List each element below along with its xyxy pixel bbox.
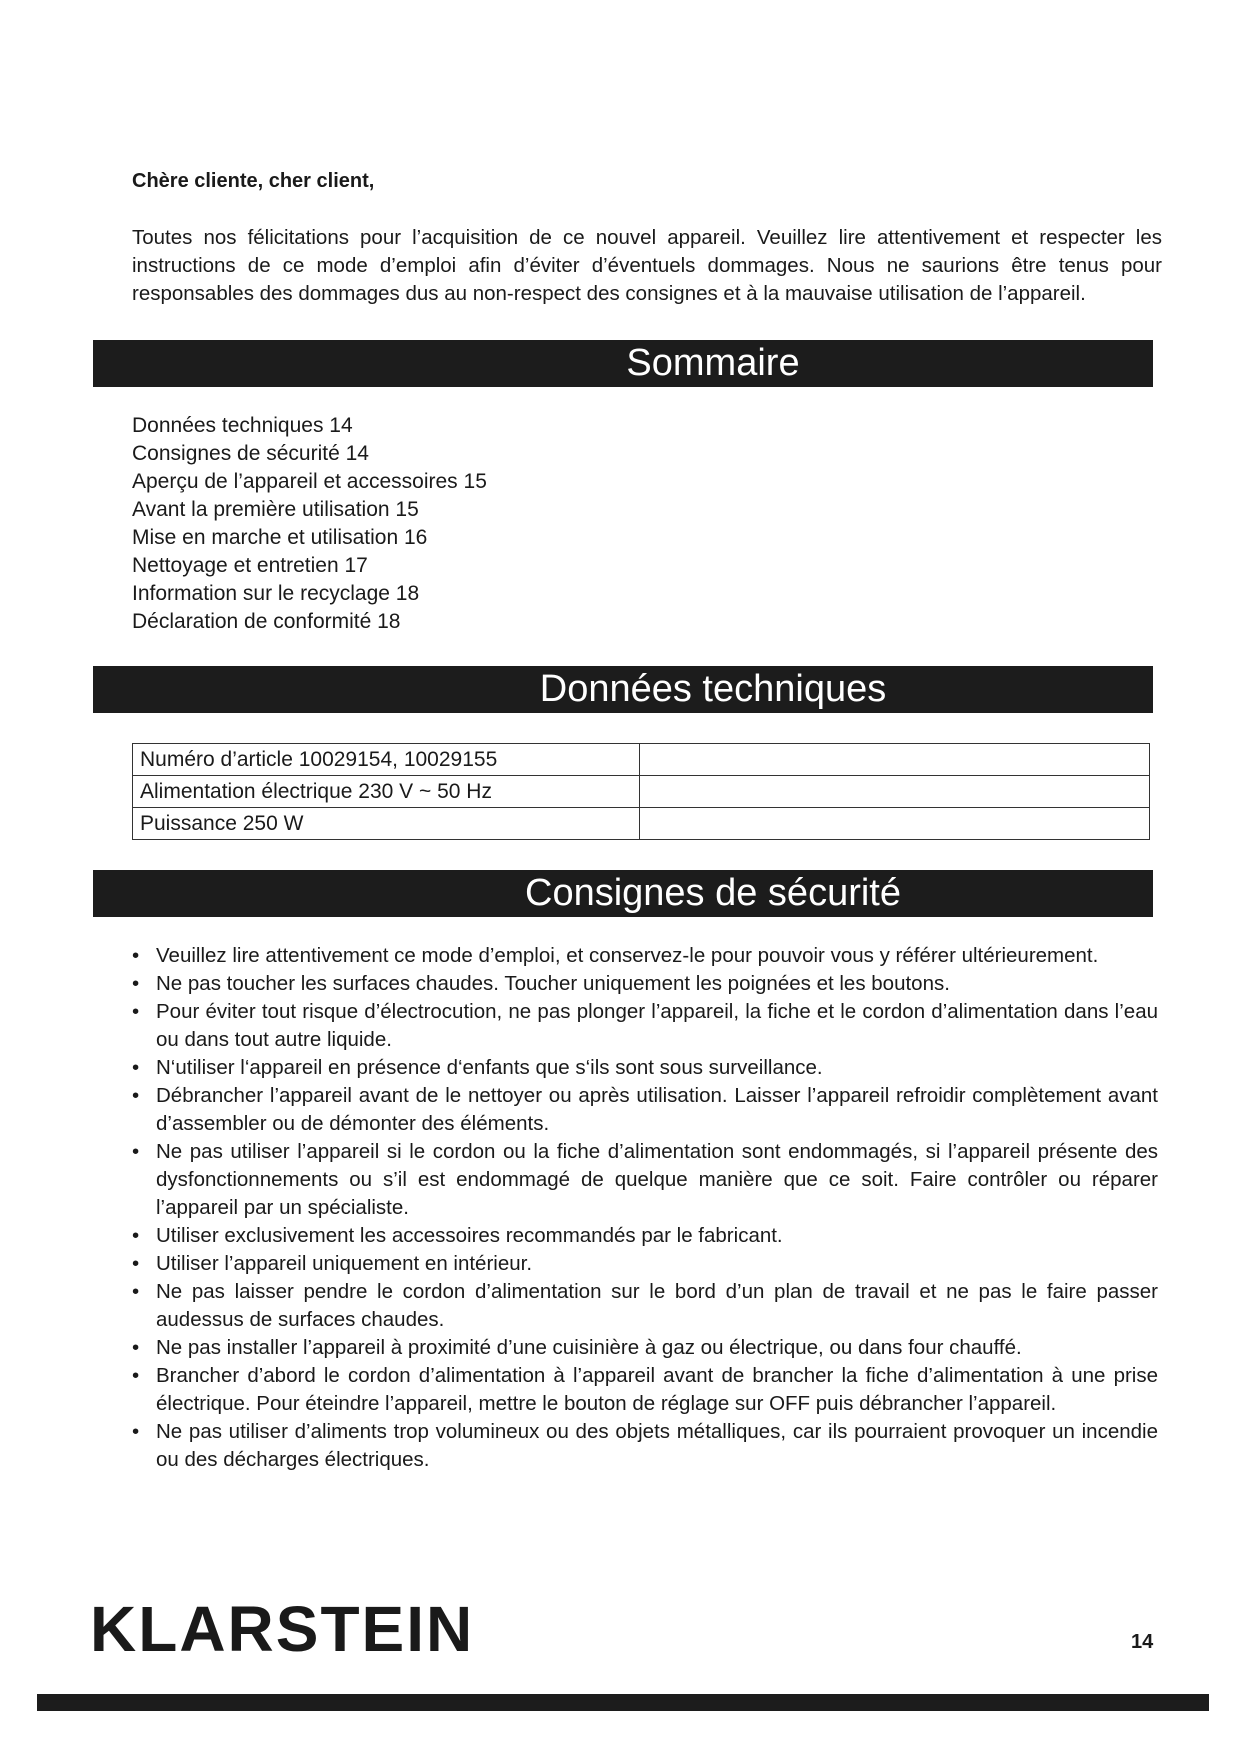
table-row <box>133 776 1150 808</box>
toc-item: Information sur le recyclage 18 <box>132 582 420 605</box>
spec-label: Alimentation électrique 230 V ~ 50 Hz <box>133 776 640 808</box>
safety-item: • Ne pas utiliser l’appareil si le cordon ou la fiche d’alimentation sont endommagés, si l’appareil présente des dysfonctionnements ou s’il est endommagé de quelque manière que ce soit. Faire contrôler ou réparer l’appareil par un spécialiste. <box>132 1138 1158 1222</box>
safety-item: • Utiliser l’appareil uniquement en intérieur. <box>132 1250 1158 1278</box>
safety-list <box>132 942 1158 1474</box>
safety-item: • Veuillez lire attentivement ce mode d’emploi, et conservez-le pour pouvoir vous y référer ultérieurement. <box>132 942 1158 970</box>
footer-bar <box>37 1694 1209 1711</box>
table-row <box>133 744 1150 776</box>
safety-item: • Pour éviter tout risque d’électrocution, ne pas plonger l’appareil, la fiche et le cordon d’alimentation dans l’eau ou dans tout autre liquide. <box>132 998 1158 1054</box>
toc-item: Mise en marche et utilisation 16 <box>132 526 428 549</box>
safety-item: • Débrancher l’appareil avant de le nettoyer ou après utilisation. Laisser l’appareil refroidir complètement avant d’assembler ou de démonter des éléments. <box>132 1082 1158 1138</box>
toc-item: Données techniques 14 <box>132 414 353 437</box>
spec-label: Puissance 250 W <box>133 808 640 840</box>
safety-item: • Ne pas installer l’appareil à proximité d’une cuisinière à gaz ou électrique, ou dans four chauffé. <box>132 1334 1158 1362</box>
section-title-safety: Consignes de sécurité <box>525 872 901 914</box>
spec-label: Numéro d’article 10029154, 10029155 <box>133 744 640 776</box>
table-row <box>133 808 1150 840</box>
safety-item: • Ne pas utiliser d’aliments trop volumineux ou des objets métalliques, car ils pourraient provoquer un incendie ou des décharges électriques. <box>132 1418 1158 1474</box>
spec-value <box>640 776 1150 808</box>
brand-logo: KLARSTEIN <box>90 1593 475 1665</box>
table-of-contents <box>132 412 487 636</box>
safety-item: • Ne pas laisser pendre le cordon d’alimentation sur le bord d’un plan de travail et ne pas le faire passer audessus de surfaces chaudes. <box>132 1278 1158 1334</box>
safety-item: • Utiliser exclusivement les accessoires recommandés par le fabricant. <box>132 1222 1158 1250</box>
toc-item: Déclaration de conformité 18 <box>132 610 401 633</box>
toc-item: Nettoyage et entretien 17 <box>132 554 368 577</box>
spec-value <box>640 744 1150 776</box>
toc-item: Avant la première utilisation 15 <box>132 498 419 521</box>
page-number: 14 <box>1131 1631 1154 1653</box>
toc-item: Consignes de sécurité 14 <box>132 442 369 465</box>
section-title-summary: Sommaire <box>626 342 800 384</box>
specs-table <box>132 743 1150 840</box>
intro-paragraph: Toutes nos félicitations pour l’acquisition de ce nouvel appareil. Veuillez lire attentivement et respecter les instructions de ce mode d’emploi afin d’éviter d’éventuels dommages. Nous ne saurions être tenus pour responsables des dommages dus au non-respect des consignes et à la mauvaise utilisation de l’appareil. <box>132 226 1162 305</box>
section-header-technical <box>93 666 1153 713</box>
safety-item: • N‘utiliser l‘appareil en présence d‘enfants que s‘ils sont sous surveillance. <box>132 1054 1158 1082</box>
safety-item: • Ne pas toucher les surfaces chaudes. Toucher uniquement les poignées et les boutons. <box>132 970 1158 998</box>
toc-item: Aperçu de l’appareil et accessoires 15 <box>132 470 487 493</box>
safety-item: • Brancher d’abord le cordon d’alimentation à l’appareil avant de brancher la fiche d’alimentation à une prise électrique. Pour éteindre l’appareil, mettre le bouton de réglage sur OFF puis débrancher l’appareil. <box>132 1362 1158 1418</box>
spec-value <box>640 808 1150 840</box>
section-title-technical: Données techniques <box>539 668 887 710</box>
section-header-safety <box>93 870 1153 917</box>
greeting: Chère cliente, cher client, <box>132 170 375 192</box>
section-header-summary <box>93 340 1153 387</box>
